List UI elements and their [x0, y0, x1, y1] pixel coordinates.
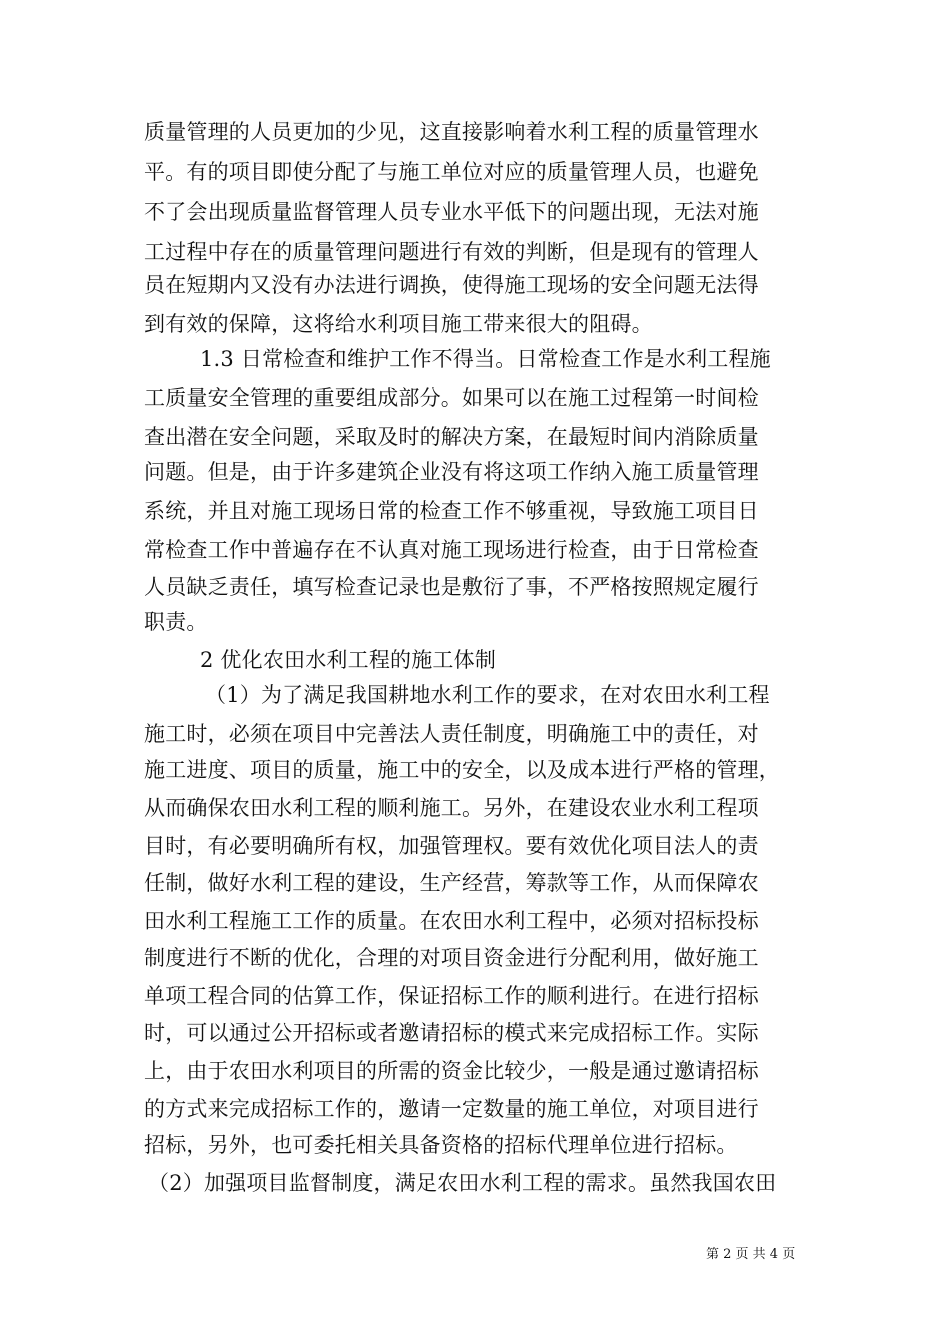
text-line: 单项工程合同的估算工作，保证招标工作的顺利进行。在进行招标 — [144, 984, 759, 1008]
text-line: 人员缺乏责任，填写检查记录也是敷衍了事，不严格按照规定履行 — [144, 575, 759, 599]
text-line: 工质量安全管理的重要组成部分。如果可以在施工过程第一时间检 — [144, 386, 759, 410]
text-line: 员在短期内又没有办法进行调换，使得施工现场的安全问题无法得 — [144, 273, 759, 297]
text-line: 问题。但是，由于许多建筑企业没有将这项工作纳入施工质量管理 — [144, 460, 759, 484]
paragraph-first-line: （1）为了满足我国耕地水利工作的要求，在对农田水利工程 — [205, 683, 770, 707]
text-line: 到有效的保障，这将给水利项目施工带来很大的阻碍。 — [144, 312, 653, 336]
text-line: 从而确保农田水利工程的顺利施工。另外，在建设农业水利工程项 — [144, 796, 759, 820]
text-line: 田水利工程施工工作的质量。在农田水利工程中，必须对招标投标 — [144, 909, 759, 933]
text-line: 任制，做好水利工程的建设，生产经营，筹款等工作，从而保障农 — [144, 871, 759, 895]
text-line: 招标，另外，也可委托相关具备资格的招标代理单位进行招标。 — [144, 1133, 738, 1157]
text-line: 质量管理的人员更加的少见，这直接影响着水利工程的质量管理水 — [144, 120, 759, 144]
page-number-footer: 第 2 页 共 4 页 — [706, 1247, 796, 1262]
text-line: 系统，并且对施工现场日常的检查工作不够重视，导致施工项目日 — [144, 499, 759, 523]
text-line: 目时，有必要明确所有权，加强管理权。要有效优化项目法人的责 — [144, 834, 759, 858]
text-line: 平。有的项目即使分配了与施工单位对应的质量管理人员，也避免 — [144, 160, 759, 184]
text-line: 的方式来完成招标工作的，邀请一定数量的施工单位，对项目进行 — [144, 1097, 759, 1121]
section-heading-1-3: 1.3 日常检查和维护工作不得当。日常检查工作是水利工程施 — [200, 347, 771, 371]
section-heading-2: 2 优化农田水利工程的施工体制 — [200, 648, 497, 672]
text-line: 施工时，必须在项目中完善法人责任制度，明确施工中的责任，对 — [144, 722, 759, 746]
text-line: 查出潜在安全问题，采取及时的解决方案，在最短时间内消除质量 — [144, 425, 759, 449]
text-line: 上，由于农田水利项目的所需的资金比较少，一般是通过邀请招标 — [144, 1059, 759, 1083]
text-line: 制度进行不断的优化，合理的对项目资金进行分配利用，做好施工 — [144, 946, 759, 970]
text-line: 时，可以通过公开招标或者邀请招标的模式来完成招标工作。实际 — [144, 1021, 759, 1045]
text-line: 不了会出现质量监督管理人员专业水平低下的问题出现，无法对施 — [144, 200, 759, 224]
paragraph-first-line: （2）加强项目监督制度，满足农田水利工程的需求。虽然我国农田 — [148, 1171, 777, 1195]
text-line: 常检查工作中普遍存在不认真对施工现场进行检查，由于日常检查 — [144, 538, 759, 562]
text-line: 职责。 — [144, 610, 208, 634]
text-line: 工过程中存在的质量管理问题进行有效的判断，但是现有的管理人 — [144, 240, 759, 264]
text-line: 施工进度、项目的质量，施工中的安全，以及成本进行严格的管理， — [144, 758, 780, 782]
